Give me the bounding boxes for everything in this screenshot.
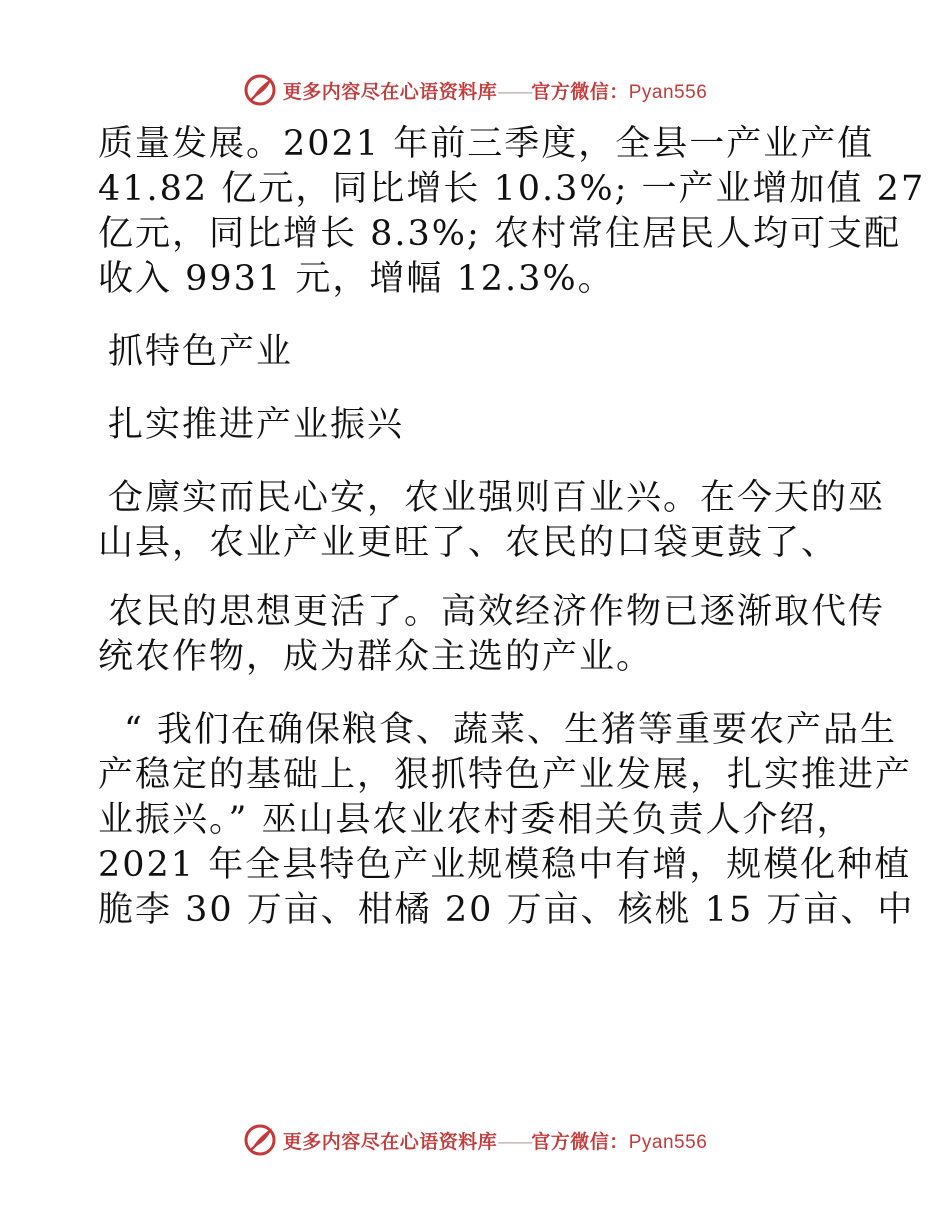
watermark-main: 更多内容尽在心语资料库 xyxy=(282,80,498,103)
watermark-text xyxy=(283,1127,708,1154)
watermark-header xyxy=(0,70,950,110)
watermark-main: 更多内容尽在心语资料库 xyxy=(282,1130,498,1153)
text-line: 41.82 亿元，同比增长 10.3%; 一产业增加值 27 xyxy=(98,169,926,209)
watermark-footer xyxy=(0,1120,950,1160)
text-line: 统农作物，成为群众主选的产业。 xyxy=(98,637,654,677)
quote-line: “ 我们在确保粮食、蔬菜、生猪等重要农产品生 xyxy=(124,710,898,750)
section-subheading: 扎实推进产业振兴 xyxy=(108,405,405,445)
text-line: 脆李 30 万亩、柑橘 20 万亩、核桃 15 万亩、中 xyxy=(98,890,915,930)
watermark-separator: —— xyxy=(497,80,532,103)
text-line: 产稳定的基础上，狠抓特色产业发展，扎实推进产 xyxy=(98,755,913,795)
text-line: 仓廪实而民心安，农业强则百业兴。在今天的巫 xyxy=(108,478,886,518)
watermark-wechat-id: Pyan556 xyxy=(628,1131,708,1153)
watermark-wechat-label: 官方微信： xyxy=(531,1130,629,1153)
text-line: 质量发展。2021 年前三季度，全县一产业产值 xyxy=(98,124,875,164)
quill-pen-logo-icon xyxy=(243,1123,277,1157)
text-line: 山县，农业产业更旺了、农民的口袋更鼓了、 xyxy=(98,523,839,563)
watermark-text xyxy=(283,77,708,104)
text-line: 收入 9931 元，增幅 12.3%。 xyxy=(98,259,615,299)
watermark-separator: —— xyxy=(497,1130,532,1153)
watermark-wechat-id: Pyan556 xyxy=(628,81,708,103)
watermark-wechat-label: 官方微信： xyxy=(531,80,629,103)
text-line: 农民的思想更活了。高效经济作物已逐渐取代传 xyxy=(108,592,886,632)
text-line: 业振兴。” 巫山县农业农村委相关负责人介绍， xyxy=(98,800,854,840)
text-line: 2021 年全县特色产业规模稳中有增，规模化种植 xyxy=(98,845,912,885)
document-body xyxy=(98,122,926,933)
section-heading: 抓特色产业 xyxy=(108,332,294,372)
quill-pen-logo-icon xyxy=(243,73,277,107)
text-line: 亿元，同比增长 8.3%; 农村常住居民人均可支配 xyxy=(98,214,901,254)
